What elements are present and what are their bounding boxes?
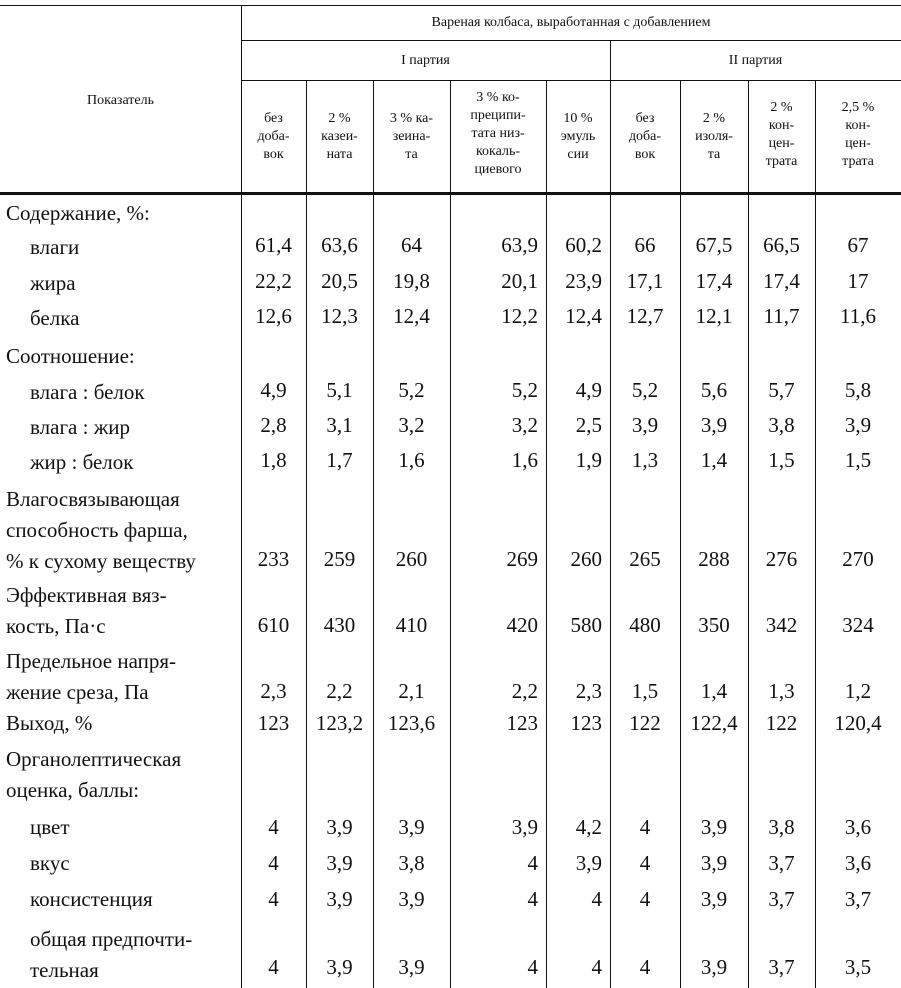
table-cell: 3,9 [326, 955, 353, 979]
table-cell: 1,3 [768, 679, 795, 703]
table-cell: 1,3 [631, 448, 659, 472]
table-cell: 1,5 [768, 448, 795, 472]
table-cell: 3,2 [511, 413, 538, 437]
column-header-line: 2 % [702, 111, 726, 126]
table-cell: 410 [395, 613, 428, 637]
row-label [30, 848, 70, 879]
column-header-line: трата [842, 154, 874, 169]
table-cell: 67,5 [695, 233, 733, 257]
row-label-line: Предельное напря- [6, 649, 177, 673]
table-cell: 23,9 [565, 269, 602, 293]
column-header-line: сии [567, 147, 589, 162]
table-cell: 3,9 [575, 851, 602, 875]
table-cell: 122 [629, 711, 661, 735]
row-label [30, 377, 145, 408]
column-header-7 [680, 110, 748, 164]
row-label-line: Соотношение: [6, 344, 135, 368]
column-header-line: кон- [768, 118, 795, 133]
table-cell: 11,7 [763, 304, 800, 328]
table-cell: 4,2 [575, 815, 602, 839]
table-cell: 63,6 [321, 233, 358, 257]
column-header-line: изоля- [695, 129, 733, 144]
table-cell: 233 [257, 547, 290, 571]
table-cell: 3,6 [844, 815, 872, 839]
table-cell: 288 [698, 547, 730, 571]
column-header-5 [546, 110, 610, 164]
column-header-9 [815, 99, 901, 171]
header-rule-2 [241, 80, 901, 81]
table-cell: 1,6 [398, 448, 425, 472]
row-label-line: влаги [30, 235, 80, 259]
table-cell: 260 [395, 547, 428, 571]
table-cell: 4 [268, 955, 279, 979]
top-rule [0, 5, 901, 6]
row-label-line: консистенция [30, 887, 153, 911]
table-cell: 3,9 [700, 887, 728, 911]
table-cell: 3,8 [768, 413, 795, 437]
row-label-line: % к сухому веществу [6, 549, 196, 573]
table-cell: 122 [765, 711, 798, 735]
table-cell: 4,9 [575, 378, 602, 402]
table-cell: 12,2 [501, 304, 538, 328]
table-cell: 3,9 [700, 815, 728, 839]
table-cell: 3,9 [326, 815, 353, 839]
table-cell: 22,2 [255, 269, 292, 293]
table-cell: 4 [268, 887, 279, 911]
row-label [30, 884, 153, 915]
table-cell: 5,6 [700, 378, 728, 402]
table-cell: 3,9 [398, 955, 425, 979]
column-header-line: эмуль [560, 129, 596, 144]
column-header-8 [748, 99, 815, 171]
table-cell: 4 [268, 815, 279, 839]
table-cell: 19,8 [393, 269, 430, 293]
batch2-header: II партия [728, 53, 783, 68]
column-header-line: вок [263, 147, 284, 162]
column-header-line: без [635, 111, 655, 126]
row-label-line: жира [30, 271, 76, 295]
row-label [30, 303, 79, 334]
table-cell: 12,1 [695, 304, 733, 328]
column-header-6 [610, 110, 680, 164]
column-header-line: та [707, 147, 721, 162]
table-cell: 3,9 [326, 851, 353, 875]
table-cell: 580 [570, 613, 602, 637]
column-header-line: цен- [845, 136, 871, 151]
column-header-line: ната [326, 147, 353, 162]
row-label-line: цвет [30, 815, 70, 839]
table-cell: 1,8 [260, 448, 287, 472]
column-header-line: 2,5 % [841, 100, 875, 115]
table-cell: 3,9 [511, 815, 538, 839]
table-cell: 3,5 [844, 955, 872, 979]
table-cell: 64 [401, 233, 422, 257]
table-cell: 1,5 [844, 448, 872, 472]
row-label-line: Органолептическая [6, 747, 182, 771]
table-cell: 5,8 [844, 378, 872, 402]
column-header-line: 3 % ко- [476, 90, 520, 105]
column-header-line: трата [765, 154, 798, 169]
table-cell: 67 [847, 233, 869, 257]
column-header-line: казеи- [321, 129, 358, 144]
table-cell: 123,6 [387, 711, 436, 735]
table-cell: 120,4 [834, 711, 882, 735]
column-header-line: кон- [845, 118, 871, 133]
table-cell: 269 [506, 547, 538, 571]
table-cell: 1,5 [631, 679, 659, 703]
table-cell: 4 [639, 955, 651, 979]
table-cell: 1,4 [700, 448, 728, 472]
row-label-line: жир : белок [30, 450, 134, 474]
table-cell: 5,7 [768, 378, 795, 402]
table-cell: 1,7 [326, 448, 353, 472]
row-label [6, 744, 181, 806]
table-cell: 4 [527, 887, 538, 911]
column-header-line: 3 % ка- [389, 111, 434, 126]
table-cell: 610 [257, 613, 290, 637]
table-cell: 324 [842, 613, 874, 637]
table-cell: 17,1 [626, 269, 664, 293]
table-cell: 3,7 [768, 851, 795, 875]
table-cell: 1,9 [575, 448, 602, 472]
table-cell: 3,9 [398, 887, 425, 911]
table-cell: 5,2 [398, 378, 425, 402]
column-header-line: доба- [257, 129, 290, 144]
table-cell: 3,7 [768, 887, 795, 911]
table-cell: 123 [506, 711, 538, 735]
column-header-line: кокаль- [475, 144, 521, 159]
header-rule-1 [241, 40, 901, 41]
table-cell: 2,2 [511, 679, 538, 703]
indicator-header: Показатель [87, 93, 154, 108]
table-cell: 12,6 [255, 304, 292, 328]
row-label [6, 198, 150, 229]
column-header-2 [306, 110, 373, 164]
row-label [30, 412, 130, 443]
row-label [6, 484, 196, 577]
table-cell: 4 [591, 955, 602, 979]
table-cell: 123 [257, 711, 290, 735]
column-header-4 [450, 89, 546, 179]
table-cell: 17 [847, 269, 869, 293]
table-cell: 342 [765, 613, 798, 637]
table-cell: 2,8 [260, 413, 287, 437]
row-label-line: способность фарша, [6, 518, 188, 542]
table-cell: 63,9 [501, 233, 538, 257]
table-cell: 12,7 [626, 304, 664, 328]
row-label-line: Влагосвязывающая [6, 487, 180, 511]
row-label [30, 447, 134, 478]
table-cell: 3,7 [768, 955, 795, 979]
table-cell: 265 [629, 547, 661, 571]
group-header: Вареная колбаса, выработанная с добавлением [431, 15, 711, 30]
table-cell: 3,9 [631, 413, 659, 437]
table-cell: 5,2 [631, 378, 659, 402]
row-label [6, 580, 167, 642]
table-cell: 3,9 [398, 815, 425, 839]
table-cell: 3,9 [326, 887, 353, 911]
table-cell: 123,2 [315, 711, 364, 735]
table-cell: 5,2 [511, 378, 538, 402]
table-cell: 480 [629, 613, 661, 637]
table-cell: 3,7 [844, 887, 872, 911]
row-label-line: влага : жир [30, 415, 130, 439]
table-cell: 4 [639, 851, 651, 875]
column-header-line: та [405, 147, 418, 162]
table-cell: 2,1 [398, 679, 425, 703]
table-cell: 2,3 [575, 679, 602, 703]
table-cell: 12,4 [565, 304, 602, 328]
table-cell: 66 [634, 233, 656, 257]
column-header-1 [241, 110, 306, 164]
column-header-line: 2 % [328, 111, 351, 126]
table-cell: 1,4 [700, 679, 728, 703]
table-cell: 260 [570, 547, 602, 571]
table-cell: 3,8 [768, 815, 795, 839]
table-cell: 2,2 [326, 679, 353, 703]
row-label [30, 924, 192, 986]
table-cell: 1,2 [844, 679, 872, 703]
table-cell: 3,9 [700, 955, 728, 979]
column-header-line: вок [634, 147, 656, 162]
column-header-line: зеина- [392, 129, 431, 144]
table-cell: 1,6 [511, 448, 538, 472]
table-cell: 20,1 [501, 269, 538, 293]
row-label-line: оценка, баллы: [6, 778, 140, 802]
table-cell: 123 [570, 711, 602, 735]
table-cell: 66,5 [763, 233, 800, 257]
row-label-line: кость, Па·с [6, 614, 106, 638]
row-label-line: влага : белок [30, 380, 145, 404]
row-label-line: Выход, % [6, 711, 93, 735]
row-label-line: Содержание, %: [6, 201, 150, 225]
table-cell: 3,8 [398, 851, 425, 875]
column-header-line: без [264, 111, 283, 126]
table-cell: 122,4 [690, 711, 738, 735]
row-label-line: белка [30, 306, 80, 330]
table-cell: 276 [765, 547, 798, 571]
table-cell: 420 [506, 613, 538, 637]
col-divider [610, 40, 611, 988]
row-label-line: жение среза, Па [6, 680, 149, 704]
column-header-line: тата низ- [471, 126, 525, 141]
row-label-line: вкус [30, 851, 70, 875]
table-cell: 4 [639, 887, 651, 911]
table-cell: 60,2 [565, 233, 602, 257]
column-header-line: доба- [628, 129, 662, 144]
table-cell: 2,3 [260, 679, 287, 703]
column-header-line: цен- [768, 136, 795, 151]
table-cell: 5,1 [326, 378, 353, 402]
table-cell: 3,2 [398, 413, 425, 437]
table-cell: 3,6 [844, 851, 872, 875]
table-cell: 17,4 [763, 269, 800, 293]
table-cell: 350 [698, 613, 730, 637]
table-cell: 3,9 [700, 851, 728, 875]
row-label [6, 646, 176, 708]
table-cell: 270 [842, 547, 874, 571]
table-cell: 3,9 [844, 413, 872, 437]
table-cell: 61,4 [255, 233, 292, 257]
column-header-line: циевого [474, 162, 522, 177]
row-label-line: Эффективная вяз- [6, 583, 167, 607]
column-header-line: преципи- [470, 108, 526, 123]
column-header-3 [373, 110, 450, 164]
row-label [6, 708, 92, 739]
row-label-line: общая предпочти- [30, 927, 193, 951]
table-cell: 3,9 [700, 413, 728, 437]
row-label [6, 341, 135, 372]
table-cell: 17,4 [695, 269, 733, 293]
table-cell: 4 [639, 815, 651, 839]
table-cell: 4 [527, 851, 538, 875]
row-label [30, 232, 79, 263]
table-cell: 4,9 [260, 378, 287, 402]
batch1-header: I партия [401, 53, 450, 68]
table-cell: 12,4 [393, 304, 430, 328]
table-cell: 3,1 [326, 413, 353, 437]
table-cell: 259 [323, 547, 356, 571]
table-cell: 20,5 [321, 269, 358, 293]
row-label [30, 812, 70, 843]
table-cell: 12,3 [321, 304, 358, 328]
column-header-line: 2 % [770, 100, 793, 115]
column-header-line: 10 % [563, 111, 593, 126]
table-cell: 4 [591, 887, 602, 911]
table-cell: 4 [527, 955, 538, 979]
row-label-line: тельная [30, 958, 99, 982]
row-label [30, 268, 76, 299]
table-cell: 11,6 [840, 304, 876, 328]
table-cell: 2,5 [575, 413, 602, 437]
table-cell: 4 [268, 851, 279, 875]
table-cell: 430 [323, 613, 356, 637]
